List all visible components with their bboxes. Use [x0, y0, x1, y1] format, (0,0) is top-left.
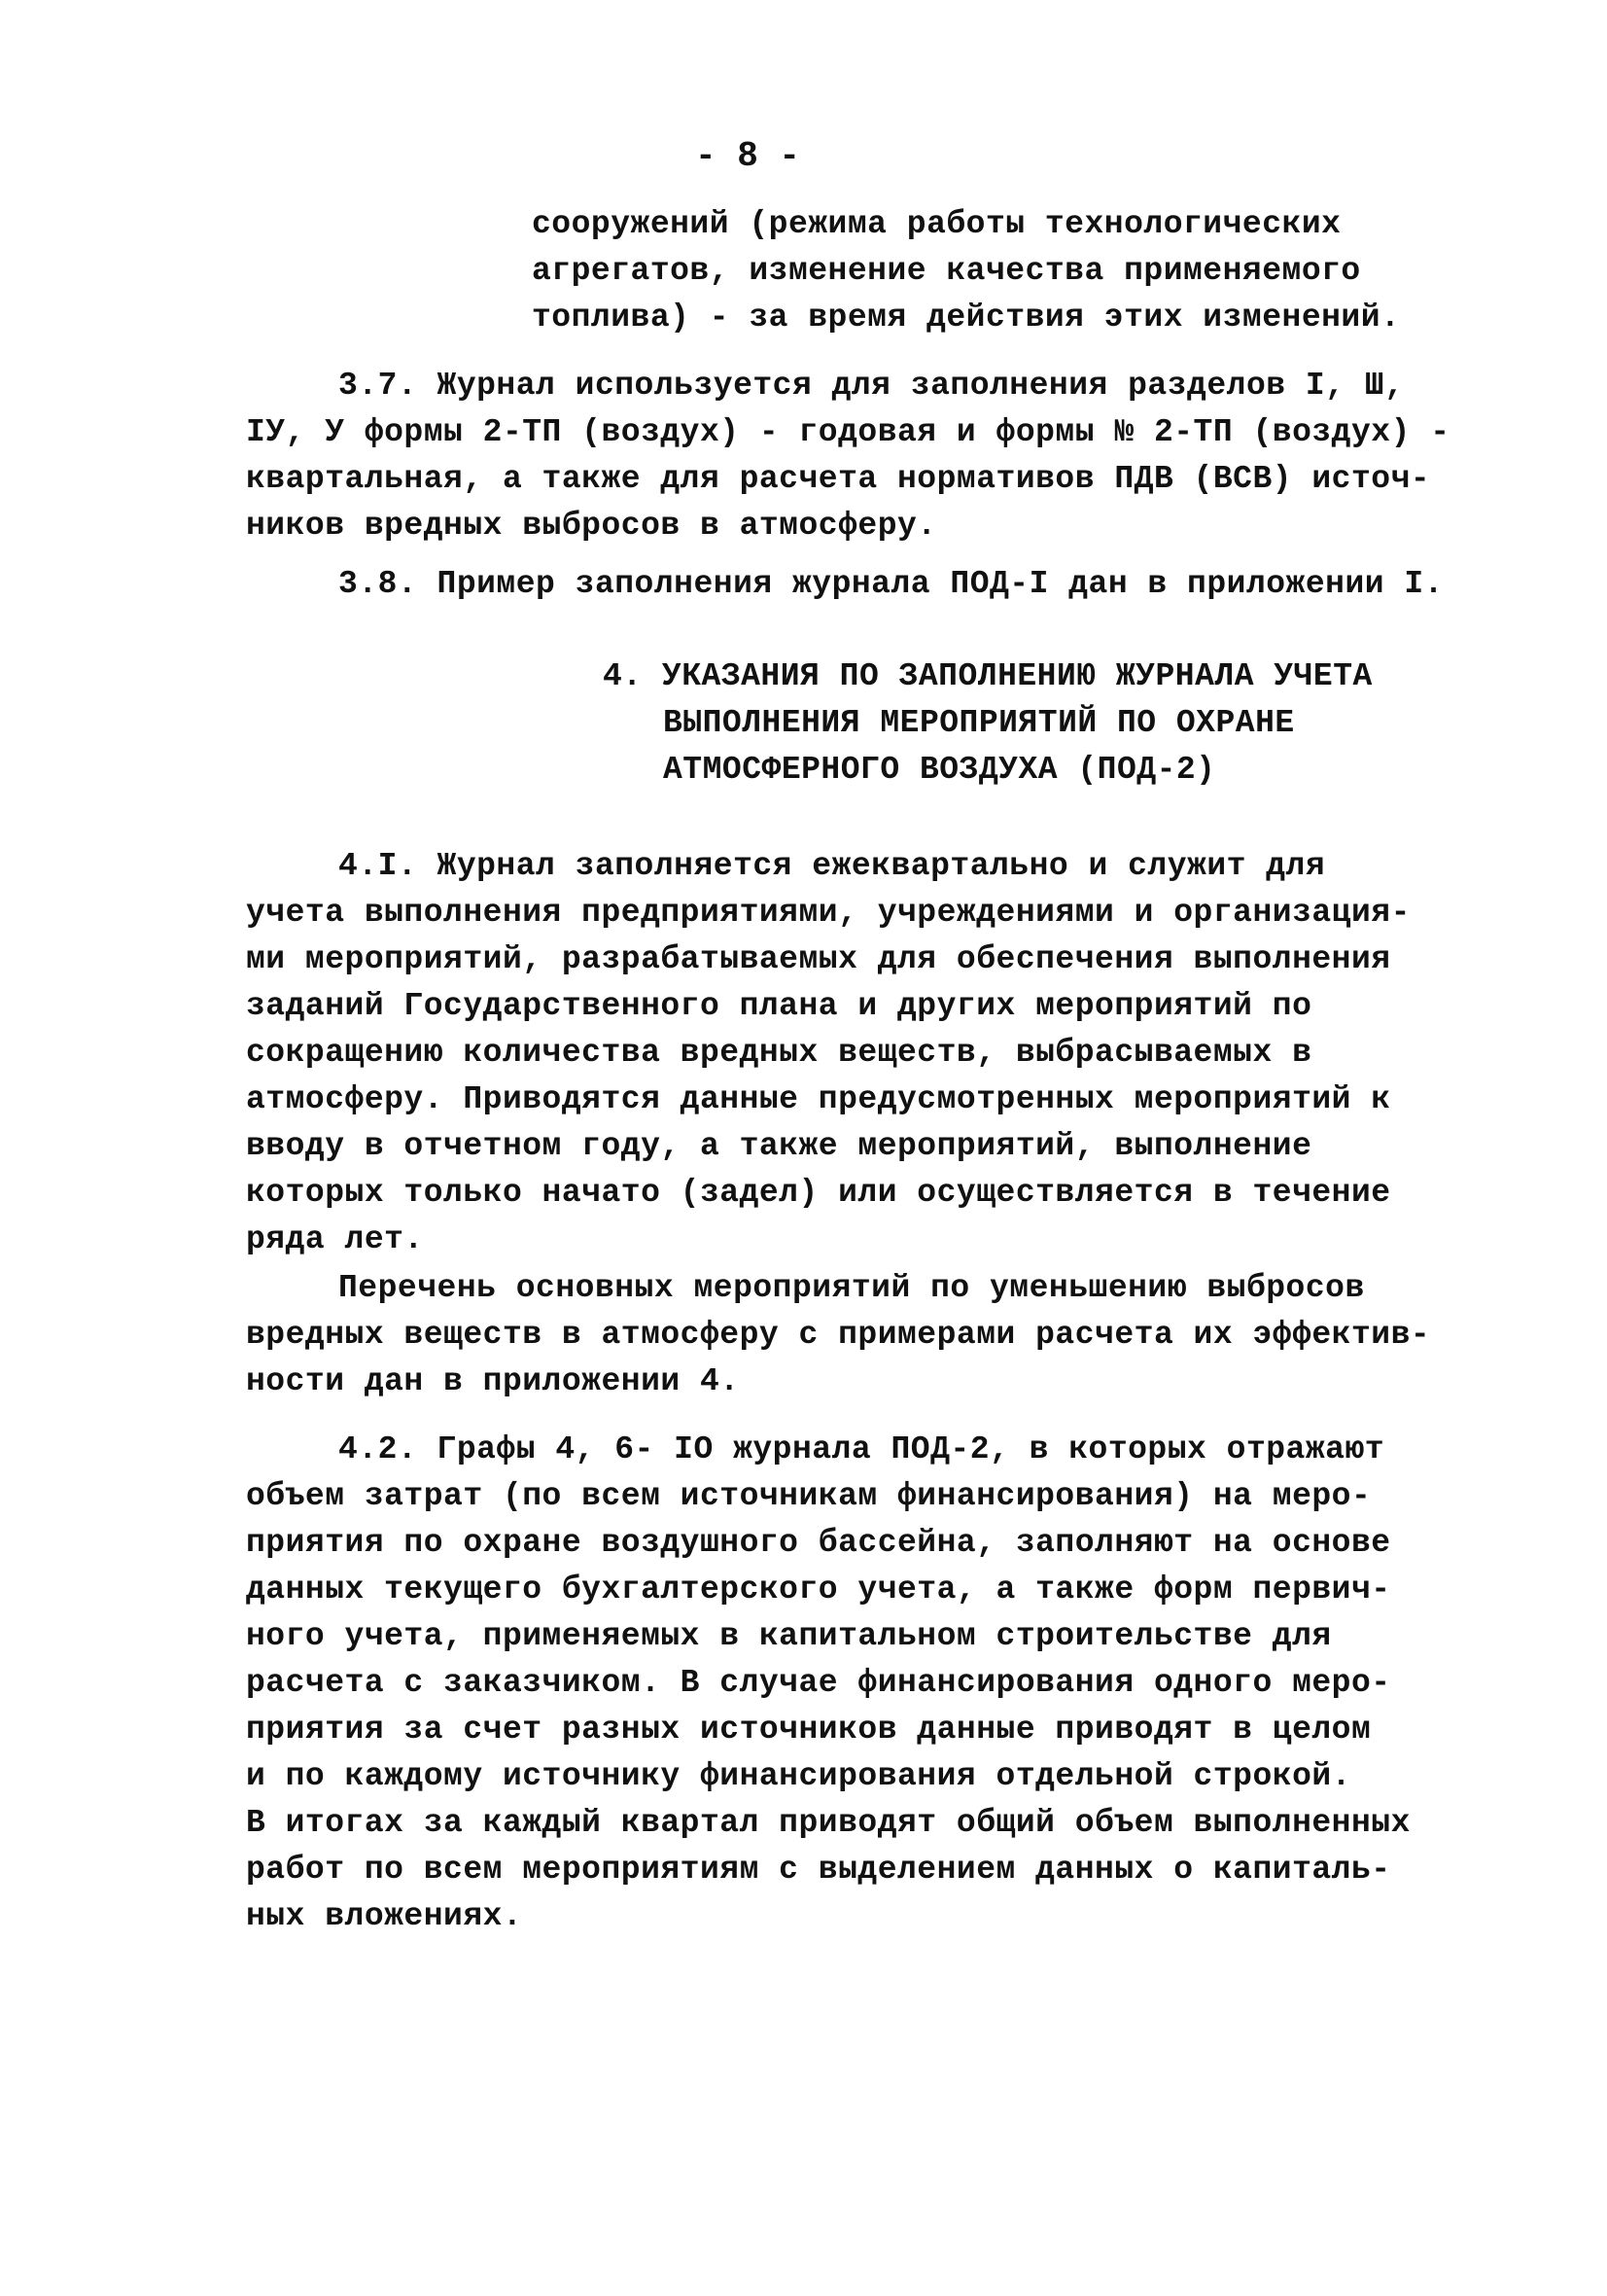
para-4-1-line-2: учета выполнения предприятиями, учреждениями и организация- — [246, 895, 1411, 931]
para-4-1-line-8: которых только начато (задел) или осуществляется в течение — [246, 1175, 1391, 1211]
para-4-2-line-2: объем затрат (по всем источникам финансирования) на меро- — [246, 1478, 1372, 1514]
para-4-1b-line-1: Перечень основных мероприятий по уменьшению выбросов — [338, 1270, 1365, 1306]
continuation-line-1: сооружений (режима работы технологических — [532, 206, 1342, 242]
para-4-2-line-10: работ по всем мероприятиям с выделением данных о капиталь- — [246, 1852, 1391, 1888]
para-4-2-line-7: приятия за счет разных источников данные приводят в целом — [246, 1712, 1372, 1748]
para-4-2-line-9: В итогах за каждый квартал приводят общий объем выполненных — [246, 1805, 1411, 1841]
para-4-2-line-3: приятия по охране воздушного бассейна, заполняют на основе — [246, 1525, 1391, 1561]
continuation-line-3: топлива) - за время действия этих изменений. — [532, 300, 1401, 336]
para-4-1-line-9: ряда лет. — [246, 1221, 424, 1257]
para-4-1-line-3: ми мероприятий, разрабатываемых для обеспечения выполнения — [246, 941, 1391, 977]
para-4-2-line-11: ных вложениях. — [246, 1898, 523, 1934]
para-3-8-line-1: 3.8. Пример заполнения журнала ПОД-I дан в приложении I. — [338, 566, 1444, 602]
para-3-7-line-1: 3.7. Журнал используется для заполнения разделов I, Ш, — [338, 368, 1405, 404]
para-3-7-line-2: IУ, У формы 2-ТП (воздух) - годовая и формы № 2-ТП (воздух) - — [246, 414, 1450, 450]
para-4-1-line-4: заданий Государственного плана и других мероприятий по — [246, 988, 1312, 1024]
continuation-line-2: агрегатов, изменение качества применяемого — [532, 253, 1361, 289]
section-4-heading-line-1: 4. УКАЗАНИЯ ПО ЗАПОЛНЕНИЮ ЖУРНАЛА УЧЕТА — [603, 658, 1373, 694]
para-4-2-line-6: расчета с заказчиком. В случае финансирования одного меро- — [246, 1665, 1391, 1701]
para-4-2-line-8: и по каждому источнику финансирования отдельной строкой. — [246, 1758, 1351, 1794]
para-4-1-line-5: сокращению количества вредных веществ, выбрасываемых в — [246, 1035, 1312, 1071]
para-4-2-line-1: 4.2. Графы 4, 6- IO журнала ПОД-2, в которых отражают — [338, 1431, 1385, 1467]
para-4-2-line-5: ного учета, применяемых в капитальном строительстве для — [246, 1618, 1332, 1654]
para-4-1-line-1: 4.I. Журнал заполняется ежеквартально и служит для — [338, 848, 1326, 884]
para-3-7-line-3: квартальная, а также для расчета нормативов ПДВ (ВСВ) источ- — [246, 461, 1431, 497]
para-3-7-line-4: ников вредных выбросов в атмосферу. — [246, 508, 937, 544]
para-4-1-line-7: вводу в отчетном году, а также мероприятий, выполнение — [246, 1128, 1312, 1164]
para-4-1b-line-3: ности дан в приложении 4. — [246, 1363, 740, 1399]
para-4-1b-line-2: вредных веществ в атмосферу с примерами расчета их эффектив- — [246, 1317, 1431, 1353]
page-number: - 8 - — [695, 136, 801, 176]
section-4-heading-line-3: АТМОСФЕРНОГО ВОЗДУХА (ПОД-2) — [663, 752, 1216, 788]
section-4-heading-line-2: ВЫПОЛНЕНИЯ МЕРОПРИЯТИЙ ПО ОХРАНЕ — [663, 705, 1295, 741]
para-4-1-line-6: атмосферу. Приводятся данные предусмотренных мероприятий к — [246, 1081, 1391, 1117]
para-4-2-line-4: данных текущего бухгалтерского учета, а также форм первич- — [246, 1572, 1391, 1607]
